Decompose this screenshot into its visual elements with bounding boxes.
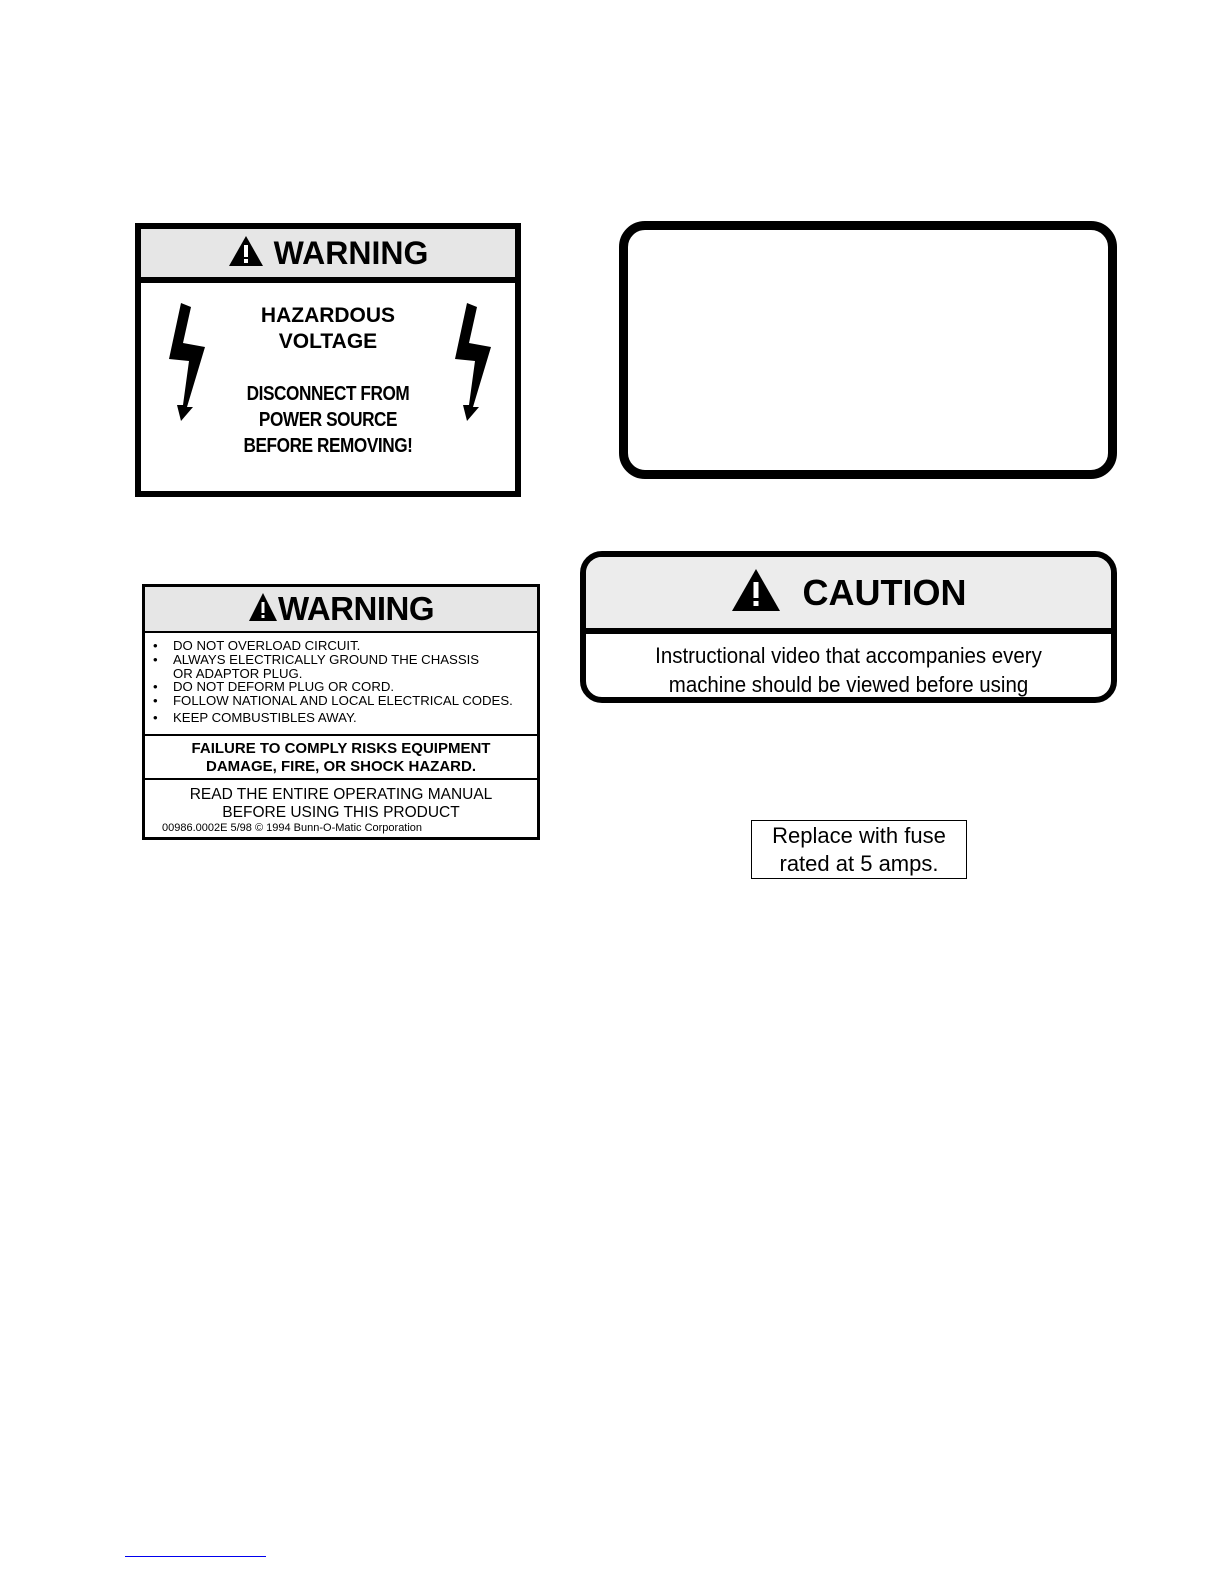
list-item: • KEEP COMBUSTIBLES AWAY.	[153, 711, 537, 725]
hazardous-voltage-warning-label	[135, 223, 521, 497]
list-item-continuation: OR ADAPTOR PLUG.	[173, 665, 303, 681]
warning-title: WARNING	[278, 590, 434, 627]
fuse-label	[751, 820, 967, 879]
warning-bullet-list	[145, 633, 537, 736]
failure-notice	[145, 736, 537, 780]
failure-line-1: FAILURE TO COMPLY RISKS EQUIPMENT	[191, 740, 491, 757]
lightning-bolt-icon	[455, 303, 495, 428]
blank-label	[619, 221, 1117, 479]
disconnect-line-2: POWER SOURCE	[258, 409, 398, 431]
list-item: • ALWAYS ELECTRICALLY GROUND THE CHASSIS OR ADAPTOR PLUG.	[153, 653, 537, 681]
footer-rule	[125, 1556, 266, 1557]
caution-header	[586, 557, 1111, 634]
warning-header	[145, 587, 537, 633]
general-warning-label	[142, 584, 540, 840]
fuse-line-1: Replace with fuse	[772, 823, 946, 848]
list-item: • FOLLOW NATIONAL AND LOCAL ELECTRICAL CODES.	[153, 694, 537, 708]
list-item: • DO NOT DEFORM PLUG OR CORD.	[153, 680, 537, 694]
hazard-line-2: VOLTAGE	[278, 330, 378, 353]
fuse-line-2: rated at 5 amps.	[779, 851, 939, 876]
read-manual-notice	[145, 780, 537, 822]
disconnect-line-1: DISCONNECT FROM	[246, 383, 410, 405]
read-line-1: READ THE ENTIRE OPERATING MANUAL	[189, 786, 493, 803]
warning-title: WARNING	[273, 234, 429, 271]
caution-line-2: machine should be viewed before using	[668, 672, 1029, 697]
disconnect-line-3: BEFORE REMOVING!	[243, 435, 413, 457]
failure-line-2: DAMAGE, FIRE, OR SHOCK HAZARD.	[206, 758, 476, 775]
label-code: 00986.0002E 5/98 © 1994 Bunn-O-Matic Corporation	[162, 822, 423, 834]
caution-label	[580, 551, 1117, 703]
warning-triangle-icon	[731, 568, 781, 617]
warning-triangle-icon	[228, 235, 264, 272]
lightning-bolt-icon	[169, 303, 209, 428]
list-item: • DO NOT OVERLOAD CIRCUIT.	[153, 639, 537, 653]
caution-title: CAUTION	[802, 571, 967, 613]
warning-header	[141, 229, 515, 283]
hazard-line-1: HAZARDOUS	[260, 304, 396, 327]
caution-line-1: Instructional video that accompanies every	[655, 643, 1042, 668]
warning-triangle-icon	[248, 592, 278, 627]
read-line-2: BEFORE USING THIS PRODUCT	[222, 804, 460, 821]
